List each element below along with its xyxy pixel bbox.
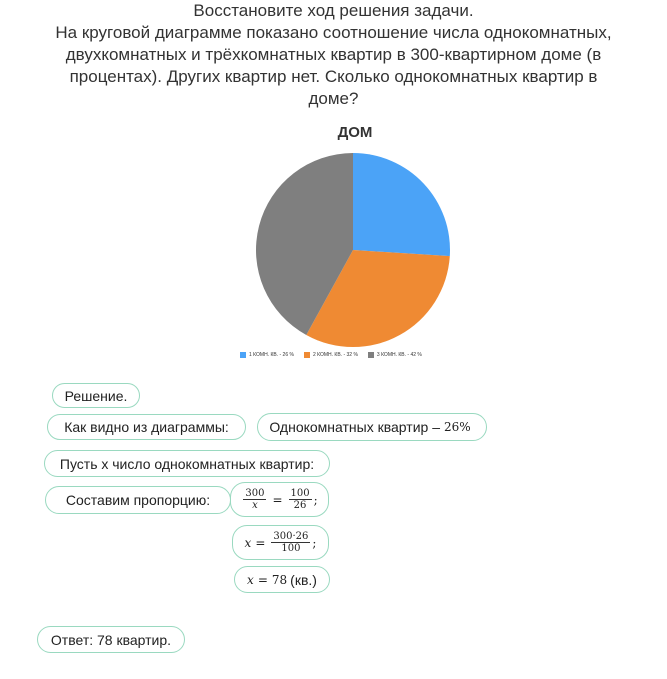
step-proportion-text[interactable]: Составим пропорцию: — [45, 486, 231, 514]
fraction-x-denominator: 100 — [281, 543, 301, 554]
task-statement — [0, 0, 667, 110]
result-value: 78 — [271, 572, 288, 587]
variable-x: x — [244, 535, 252, 550]
step-diagram-answer-value: 26% — [443, 420, 471, 434]
task-line-3: процентах). Других квартир нет. Сколько однокомнатных квартир в — [69, 67, 598, 86]
step-diagram-text[interactable]: Как видно из диаграммы: — [47, 414, 246, 440]
task-line-4: доме? — [308, 89, 359, 108]
legend-swatch — [368, 352, 374, 358]
task-line-2: двухкомнатных и трёхкомнатных квартир в 300-квартирном доме (в — [65, 45, 602, 64]
step-diagram-answer-text: Однокомнатных квартир – — [269, 419, 440, 435]
result-unit: (кв.) — [290, 571, 317, 588]
fraction-left-denominator: x — [252, 500, 258, 511]
semicolon: ; — [313, 492, 318, 507]
legend-swatch — [240, 352, 246, 358]
pie-chart — [253, 150, 453, 350]
equals-sign: = — [272, 492, 283, 507]
chart-legend — [240, 352, 422, 358]
semicolon: ; — [312, 535, 317, 550]
equation-x-formula[interactable] — [232, 525, 329, 560]
legend-item-3 — [368, 352, 422, 358]
legend-swatch — [304, 352, 310, 358]
fraction-left — [243, 488, 266, 511]
fraction-right-denominator: 26 — [293, 500, 307, 511]
equals-sign: = — [255, 535, 266, 550]
solution-label[interactable]: Решение. — [52, 383, 140, 408]
chart-title: ДОМ — [337, 124, 373, 141]
answer-pill[interactable]: Ответ: 78 квартир. — [37, 626, 185, 653]
variable-x: x — [247, 572, 254, 587]
legend-item-1 — [240, 352, 294, 358]
step-let-x[interactable]: Пусть x число однокомнатных квартир: — [44, 450, 330, 477]
task-heading: Восстановите ход решения задачи. — [193, 1, 474, 20]
fraction-left-numerator: 300 — [245, 488, 265, 499]
pie-slice-1 — [353, 153, 450, 256]
fraction-right-numerator: 100 — [290, 488, 310, 499]
task-line-1: На круговой диаграмме показано соотношение числа однокомнатных, — [55, 23, 612, 42]
legend-label: 3 КОМН. КВ. - 42 % — [376, 352, 422, 358]
step-diagram-answer[interactable] — [257, 413, 487, 441]
legend-label: 2 КОМН. КВ. - 32 % — [312, 352, 358, 358]
fraction-right — [289, 488, 312, 511]
fraction-x — [271, 531, 310, 554]
equals-sign: = — [257, 572, 268, 587]
equation-x-result[interactable] — [234, 566, 330, 593]
legend-label: 1 КОМН. КВ. - 26 % — [249, 352, 294, 358]
equation-proportion[interactable] — [230, 482, 329, 517]
legend-item-2 — [304, 352, 358, 358]
fraction-x-numerator: 300·26 — [273, 531, 309, 542]
